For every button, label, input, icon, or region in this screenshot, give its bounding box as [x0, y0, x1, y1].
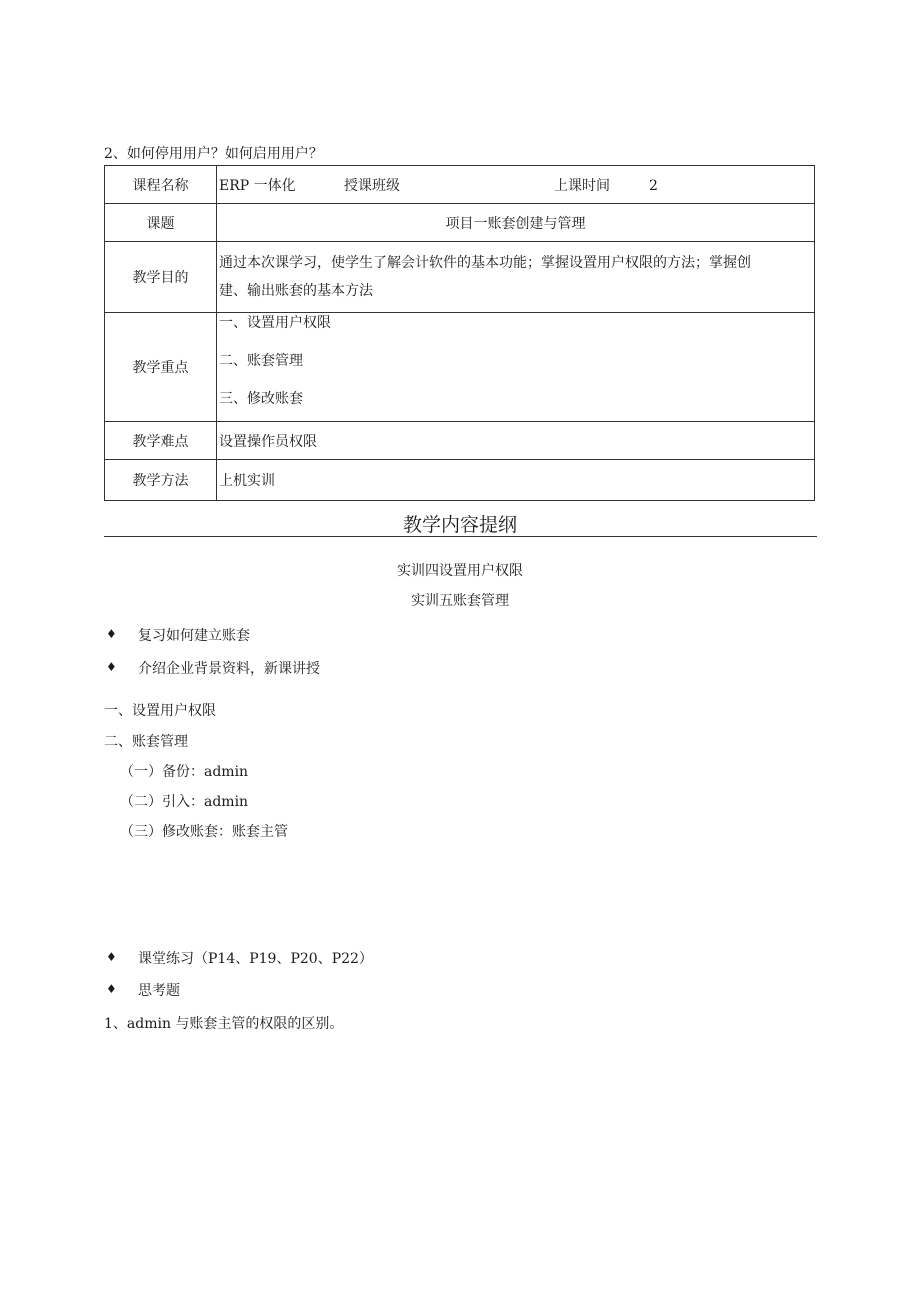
top-question: 2、如何停用用户？如何启用用户？ — [104, 146, 323, 162]
difficulty-value: 设置操作员权限 — [217, 422, 815, 460]
goal-label: 教学目的 — [105, 242, 217, 313]
time-value: 2 — [649, 177, 658, 194]
course-row — [105, 166, 815, 204]
course-value: ERP 一体化 — [219, 177, 296, 194]
key-points-cell — [217, 313, 815, 422]
course-info-cell — [217, 166, 815, 204]
method-row — [105, 460, 815, 501]
topic-value: 项目一账套创建与管理 — [217, 204, 815, 242]
final-question: 1、admin 与账套主管的权限的区别。 — [104, 1016, 344, 1032]
diamond-bullet-icon: ♦ — [106, 627, 117, 641]
difficulty-row — [105, 422, 815, 460]
course-label: 课程名称 — [105, 166, 217, 204]
method-label: 教学方法 — [105, 460, 217, 501]
topic-row — [105, 204, 815, 242]
heading-divider — [104, 536, 817, 537]
bullet-item: 思考题 — [138, 983, 180, 999]
sub-title-2: 实训五账套管理 — [411, 593, 509, 609]
sub-title-1: 实训四设置用户权限 — [397, 563, 523, 579]
key-point: 三、修改账套 — [219, 391, 303, 407]
goal-cell — [217, 242, 815, 313]
diamond-bullet-icon: ♦ — [106, 660, 117, 674]
goal-row — [105, 242, 815, 313]
sub-item: （二）引入：admin — [120, 794, 249, 810]
goal-line-2: 建、输出账套的基本方法 — [219, 283, 373, 299]
bullet-item: 课堂练习（P14、P19、P20、P22） — [138, 951, 373, 967]
key-point: 一、设置用户权限 — [219, 315, 331, 331]
bullet-item: 介绍企业背景资料，新课讲授 — [138, 661, 320, 677]
outline-heading: 教学内容提纲 — [402, 514, 517, 536]
class-label: 授课班级 — [344, 177, 400, 194]
key-point: 二、账套管理 — [219, 353, 303, 369]
lesson-plan-table — [104, 165, 815, 501]
section-heading: 二、账套管理 — [104, 734, 188, 750]
goal-line-1: 通过本次课学习，使学生了解会计软件的基本功能；掌握设置用户权限的方法；掌握创 — [219, 255, 751, 271]
sub-item: （一）备份：admin — [120, 764, 249, 780]
topic-label: 课题 — [105, 204, 217, 242]
diamond-bullet-icon: ♦ — [106, 982, 117, 996]
difficulty-label: 教学难点 — [105, 422, 217, 460]
key-points-row — [105, 313, 815, 422]
time-label: 上课时间 — [554, 177, 610, 194]
diamond-bullet-icon: ♦ — [106, 950, 117, 964]
bullet-item: 复习如何建立账套 — [138, 628, 250, 644]
sub-item: （三）修改账套：账套主管 — [120, 824, 288, 840]
key-label: 教学重点 — [105, 313, 217, 422]
method-value: 上机实训 — [217, 460, 815, 501]
section-heading: 一、设置用户权限 — [104, 703, 216, 719]
